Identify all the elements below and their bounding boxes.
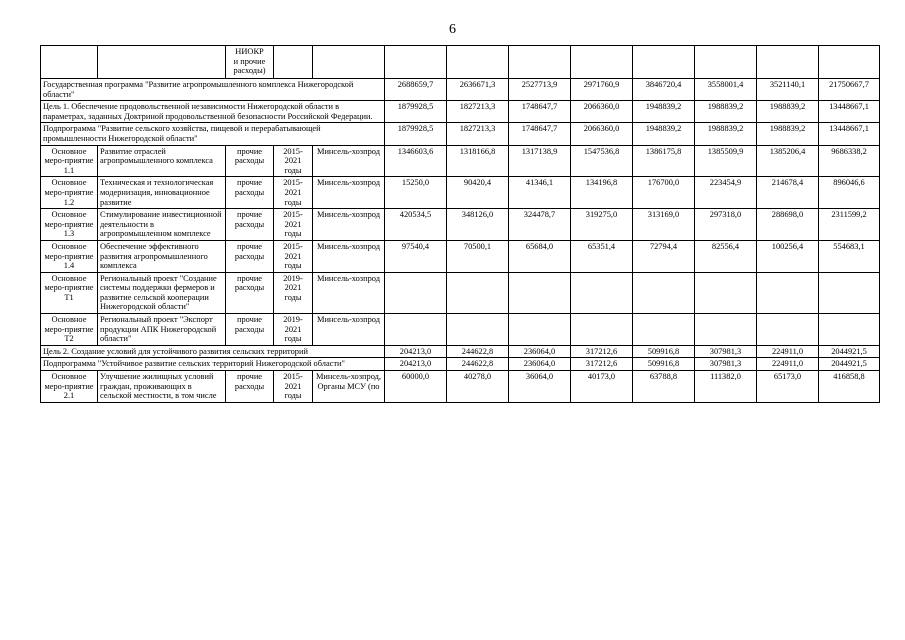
table-row [41, 209, 880, 241]
amount-cell: 70500,1 [447, 240, 509, 272]
measure-name: Основное меро-приятие 2.1 [41, 371, 98, 403]
amount-cell: 244622,8 [447, 345, 509, 358]
measure-name: Основное меро-приятие Т2 [41, 314, 98, 346]
table-row [41, 145, 880, 177]
executor: Минсель-хозпрод [313, 314, 385, 346]
measure-name: Основное меро-приятие 1.1 [41, 145, 98, 177]
measure-description: Стимулирование инвестиционной деятельности в агропромышленном комплексе [98, 209, 226, 241]
amount-cell: 97540,4 [385, 240, 447, 272]
executor: Минсель-хозпрод [313, 177, 385, 209]
amount-cell: 90420,4 [447, 177, 509, 209]
measure-name: Основное меро-приятие 1.4 [41, 240, 98, 272]
amount-cell: 65351,4 [571, 240, 633, 272]
amount-cell [757, 272, 819, 313]
amount-cell: 1988839,2 [757, 123, 819, 145]
table-row [41, 345, 880, 358]
implementation-period: 2015-2021 годы [274, 209, 313, 241]
amount-cell: 297318,0 [695, 209, 757, 241]
amount-cell: 36064,0 [509, 371, 571, 403]
amount-cell: 288698,0 [757, 209, 819, 241]
amount-cell: 2044921,5 [819, 345, 880, 358]
amount-cell: 2066360,0 [571, 123, 633, 145]
amount-cell: 317212,6 [571, 345, 633, 358]
amount-cell [819, 314, 880, 346]
amount-cell: 1748647,7 [509, 101, 571, 123]
amount-cell: 41346,1 [509, 177, 571, 209]
amount-cell: 1318166,8 [447, 145, 509, 177]
measure-description: Улучшение жилищных условий граждан, проживающих в сельской местности, в том числе [98, 371, 226, 403]
table-row [41, 358, 880, 371]
table-row [41, 123, 880, 145]
expense-type: прочие расходы [226, 145, 274, 177]
expense-type: прочие расходы [226, 371, 274, 403]
amount-cell [509, 272, 571, 313]
amount-cell: 3558001,4 [695, 79, 757, 101]
amount-cell: 244622,8 [447, 358, 509, 371]
amount-cell [571, 272, 633, 313]
amount-cell [819, 272, 880, 313]
amount-cell: 319275,0 [571, 209, 633, 241]
amount-cell: 176700,0 [633, 177, 695, 209]
amount-cell: 2688659,7 [385, 79, 447, 101]
amount-cell: 1386175,8 [633, 145, 695, 177]
amount-cell: 2044921,5 [819, 358, 880, 371]
amount-cell: 307981,3 [695, 345, 757, 358]
measure-description: Развитие отраслей агропромышленного комплекса [98, 145, 226, 177]
amount-cell: 2527713,9 [509, 79, 571, 101]
amount-cell: 1879928,5 [385, 123, 447, 145]
implementation-period: 2019-2021 годы [274, 314, 313, 346]
amount-cell: 1827213,3 [447, 123, 509, 145]
implementation-period: 2019-2021 годы [274, 272, 313, 313]
amount-cell: 317212,6 [571, 358, 633, 371]
implementation-period: 2015-2021 годы [274, 371, 313, 403]
expense-type: прочие расходы [226, 272, 274, 313]
executor: Минсель-хозпрод [313, 209, 385, 241]
table-row [41, 314, 880, 346]
table-row [41, 272, 880, 313]
table-header-fragment-row [41, 46, 880, 79]
amount-cell: 313169,0 [633, 209, 695, 241]
amount-cell: 1385206,4 [757, 145, 819, 177]
amount-cell [385, 314, 447, 346]
amount-cell [571, 314, 633, 346]
amount-cell: 554683,1 [819, 240, 880, 272]
row-label: Цель 2. Создание условий для устойчивого развития сельских территорий [41, 345, 385, 358]
measure-name: Основное меро-приятие 1.2 [41, 177, 98, 209]
expense-type: прочие расходы [226, 177, 274, 209]
amount-cell [509, 314, 571, 346]
row-label: Цель 1. Обеспечение продовольственной независимости Нижегородской области в параметрах, заданных Доктриной продовольственной безопасности Российской Федерации. [41, 101, 385, 123]
amount-cell: 1748647,7 [509, 123, 571, 145]
amount-cell: 416858,8 [819, 371, 880, 403]
amount-cell: 65684,0 [509, 240, 571, 272]
amount-cell [385, 272, 447, 313]
amount-cell: 204213,0 [385, 358, 447, 371]
measure-name: Основное меро-приятие 1.3 [41, 209, 98, 241]
amount-cell: 72794,4 [633, 240, 695, 272]
measure-description: Техническая и технологическая модернизация, инновационное развитие [98, 177, 226, 209]
table-row [41, 371, 880, 403]
amount-cell: 224911,0 [757, 345, 819, 358]
amount-cell [447, 272, 509, 313]
amount-cell: 2636671,3 [447, 79, 509, 101]
amount-cell: 224911,0 [757, 358, 819, 371]
amount-cell: 9686338,2 [819, 145, 880, 177]
amount-cell: 3846720,4 [633, 79, 695, 101]
amount-cell: 134196,8 [571, 177, 633, 209]
amount-cell: 420534,5 [385, 209, 447, 241]
amount-cell [447, 314, 509, 346]
amount-cell: 1988839,2 [757, 101, 819, 123]
amount-cell: 1385509,9 [695, 145, 757, 177]
amount-cell: 13448667,1 [819, 123, 880, 145]
amount-cell: 111382,0 [695, 371, 757, 403]
amount-cell: 896046,6 [819, 177, 880, 209]
amount-cell: 40278,0 [447, 371, 509, 403]
executor: Минсель-хозпрод [313, 145, 385, 177]
amount-cell: 15250,0 [385, 177, 447, 209]
amount-cell: 40173,0 [571, 371, 633, 403]
implementation-period: 2015-2021 годы [274, 145, 313, 177]
amount-cell: 65173,0 [757, 371, 819, 403]
amount-cell: 21750667,7 [819, 79, 880, 101]
executor: Минсель-хозпрод [313, 240, 385, 272]
amount-cell: 82556,4 [695, 240, 757, 272]
amount-cell: 1317138,9 [509, 145, 571, 177]
amount-cell: 324478,7 [509, 209, 571, 241]
amount-cell [633, 314, 695, 346]
table-row [41, 79, 880, 101]
table-row [41, 177, 880, 209]
amount-cell: 3521140,1 [757, 79, 819, 101]
amount-cell: 2971760,9 [571, 79, 633, 101]
amount-cell [633, 272, 695, 313]
executor: Минсель-хозпрод [313, 272, 385, 313]
amount-cell: 100256,4 [757, 240, 819, 272]
amount-cell: 1879928,5 [385, 101, 447, 123]
amount-cell: 223454,9 [695, 177, 757, 209]
amount-cell [695, 314, 757, 346]
row-label: Подпрограмма "Устойчивое развитие сельских территорий Нижегородской области" [41, 358, 385, 371]
table-row [41, 101, 880, 123]
amount-cell: 60000,0 [385, 371, 447, 403]
budget-table [40, 45, 880, 403]
amount-cell: 2311599,2 [819, 209, 880, 241]
amount-cell: 1988839,2 [695, 123, 757, 145]
expense-type: прочие расходы [226, 209, 274, 241]
row-label: Государственная программа "Развитие агропромышленного комплекса Нижегородской области" [41, 79, 385, 101]
amount-cell [757, 314, 819, 346]
amount-cell: 13448667,1 [819, 101, 880, 123]
expense-type: прочие расходы [226, 314, 274, 346]
measure-description: Обеспечение эффективного развития агропромышленного комплекса [98, 240, 226, 272]
expense-type: прочие расходы [226, 240, 274, 272]
expense-type-header: НИОКР и прочие расходы) [226, 46, 274, 79]
amount-cell: 1827213,3 [447, 101, 509, 123]
implementation-period: 2015-2021 годы [274, 240, 313, 272]
amount-cell: 348126,0 [447, 209, 509, 241]
amount-cell: 204213,0 [385, 345, 447, 358]
amount-cell: 236064,0 [509, 345, 571, 358]
table-row [41, 240, 880, 272]
amount-cell: 307981,3 [695, 358, 757, 371]
amount-cell: 509916,8 [633, 345, 695, 358]
amount-cell: 1988839,2 [695, 101, 757, 123]
executor: Минсель-хозпрод, Органы МСУ (по [313, 371, 385, 403]
amount-cell: 1948839,2 [633, 123, 695, 145]
page-number: 6 [449, 22, 456, 37]
amount-cell: 236064,0 [509, 358, 571, 371]
implementation-period: 2015-2021 годы [274, 177, 313, 209]
measure-description: Региональный проект "Создание системы поддержки фермеров и развитие сельской кооперации Нижегородской области" [98, 272, 226, 313]
amount-cell: 509916,8 [633, 358, 695, 371]
amount-cell: 1948839,2 [633, 101, 695, 123]
amount-cell: 63788,8 [633, 371, 695, 403]
amount-cell: 1547536,8 [571, 145, 633, 177]
amount-cell [695, 272, 757, 313]
measure-description: Региональный проект "Экспорт продукции АПК Нижегородской области" [98, 314, 226, 346]
amount-cell: 2066360,0 [571, 101, 633, 123]
measure-name: Основное меро-приятие Т1 [41, 272, 98, 313]
row-label: Подпрограмма "Развитие сельского хозяйства, пищевой и перерабатывающей промышленности Нижегородской области" [41, 123, 385, 145]
amount-cell: 1346603,6 [385, 145, 447, 177]
amount-cell: 214678,4 [757, 177, 819, 209]
